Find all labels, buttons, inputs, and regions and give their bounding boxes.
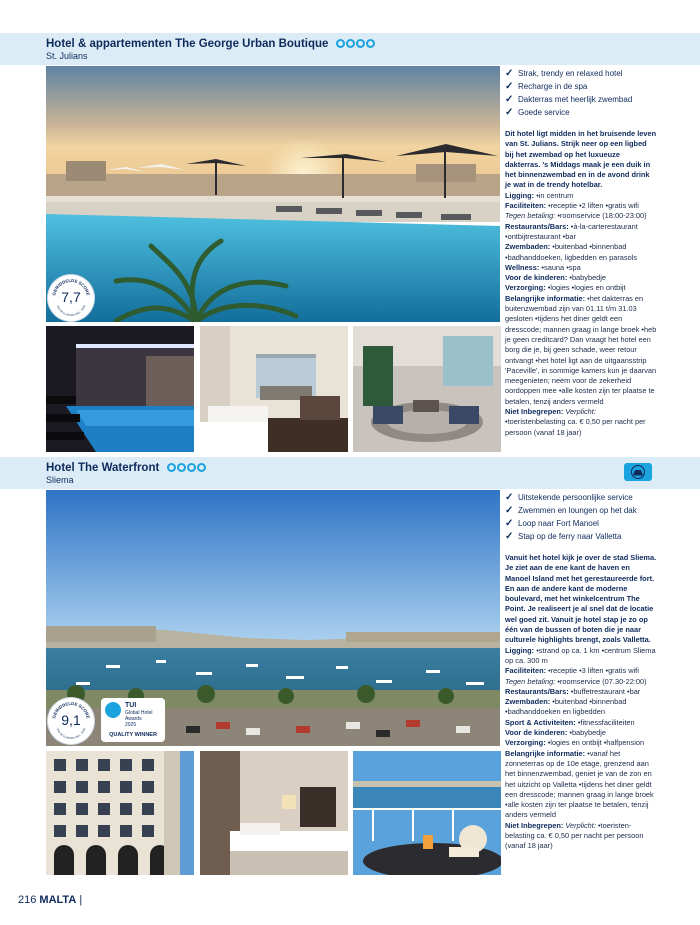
hotel-1-restaurants: •à-la-carterestaurant •ontbijtrestaurant •bar: [505, 221, 638, 241]
hotel-2-info: •vanaf het zonneterras op de 10e etage, grenzend aan het binnenzwembad, geniet je van de zon en het uitzicht op Valletta •tijdens het diner geldt een dresscode; mannen graag in lange broek •alle kosten zijn ter plaatse te betalen, tenzij anders vermeld: [505, 748, 654, 820]
award-title: QUALITY WINNER: [109, 732, 157, 738]
hotel-2-score-ring-bottom: VAN DE KLANTEN (INCL. 2025): [55, 727, 87, 741]
hotel-1-tegen-betaling-label: Tegen betaling:: [505, 211, 556, 221]
hotel-2-zwembaden-label: Zwembaden:: [505, 697, 551, 707]
hotel-1-room-photo: [200, 326, 348, 452]
hotel-1-faciliteiten-label: Faciliteiten:: [505, 201, 547, 211]
section-name: MALTA: [39, 894, 77, 906]
hotel-2-zwembaden: •buitenbad •binnenbad •badhanddoeken en ligbedden: [505, 697, 627, 717]
hotel-1-highlight: ✓ Dakterras met heerlijk zwembad: [505, 93, 657, 106]
hotel-1-niet: •toeristenbelasting ca. € 0,50 per nacht per persoon (vanaf 18 jaar): [505, 417, 646, 437]
hotel-1-verzorging-label: Verzorging:: [505, 283, 546, 293]
hotel-2-tegen-betaling: •roomservice (07.30-22:00): [555, 676, 647, 686]
hotel-2-sport-label: Sport & Activiteiten:: [505, 717, 576, 727]
hotel-2-restaurants-label: Restaurants/Bars:: [505, 686, 569, 696]
hotel-2-verzorging-label: Verzorging:: [505, 738, 546, 748]
svg-text:VAN DE KLANTEN (INCL. 2025): [56, 727, 87, 740]
hotel-2-restaurants: •buffetrestaurant •bar: [568, 686, 641, 696]
hotel-2-faciliteiten: •receptie •3 liften •gratis wifi: [546, 666, 639, 676]
footer-separator: |: [79, 894, 83, 906]
hotel-1-score-badge: [48, 275, 94, 321]
hotel-2-verplicht-label: Verplicht:: [563, 820, 596, 830]
hotel-2-tegen-betaling-label: Tegen betaling:: [505, 676, 556, 686]
hotel-1-header: [0, 33, 700, 65]
tui-smile-icon: [105, 702, 121, 718]
hotel-2-header: [0, 457, 700, 489]
hotel-1-ligging-label: Ligging:: [505, 190, 535, 200]
hotel-2-niet-label: Niet Inbegrepen:: [505, 820, 564, 830]
car-icon: [624, 463, 652, 481]
hotel-2-verzorging: •logies en ontbijt •halfpension: [545, 738, 645, 748]
hotel-1-highlight: ✓ Goede service: [505, 106, 657, 119]
award-year: 2025: [125, 722, 137, 728]
hotel-1-restaurants-label: Restaurants/Bars:: [505, 221, 569, 231]
hotel-2-score-ring-label: GEMIDDELDE SCORE: [51, 700, 91, 719]
hotel-1-intro: Dit hotel ligt midden in het bruisende leven van St. Julians. Strijk neer op een ligbed bij het zwembad op het luxueuze dakterras. 's Middags maak je een duik in het binnenzwembad en in de avond drink je wat in de trendy hotelbar.: [505, 129, 657, 190]
hotel-1-verplicht-label: Verplicht:: [563, 407, 596, 417]
award-line2: Awards: [125, 716, 142, 722]
hotel-2-title: Hotel The Waterfront: [46, 462, 207, 475]
hotel-2-kinderen-label: Voor de kinderen:: [505, 728, 568, 738]
hotel-2-highlight: ✓ Zwemmen en loungen op het dak: [505, 504, 657, 517]
hotel-1-verzorging: •logies •logies en ontbijt: [545, 283, 626, 293]
hotel-2-intro: Vanuit het hotel kijk je over de stad Sliema. Je ziet aan de ene kant de haven en Manoel Island met het gerestaureerde fort. En aan de andere kant de moderne boulevard, met het winkelcentrum The Point. Je realiseert je al snel dat de locatie wel goed zit. Vanuit je hotel stap je zo op één van de bussen of boten die je naar culturele highlights brengt, zoals Valletta.: [505, 553, 657, 645]
hotel-1-faciliteiten: •receptie •2 liften •gratis wifi: [546, 201, 639, 211]
hotel-1-score-ring-bottom: VAN DE KLANTEN (INCL. 2025): [55, 304, 87, 318]
hotel-2-room-photo: [200, 751, 348, 875]
svg-text:VAN DE KLANTEN (INCL. 2025): [56, 304, 87, 317]
award-line1: Global Hotel: [125, 710, 153, 716]
hotel-1-zwembaden-label: Zwembaden:: [505, 242, 551, 252]
hotel-2-sport: •fitnessfaciliteiten: [575, 717, 635, 727]
hotel-2-facade-photo: [46, 751, 194, 875]
hotel-1-lobby-photo: [353, 326, 501, 452]
hotel-1-score-ring-label: GEMIDDELDE SCORE: [51, 277, 91, 296]
hotel-1-wellness-label: Wellness:: [505, 262, 540, 272]
hotel-2-location: Sliema: [46, 475, 74, 485]
hotel-2-score: 9,1: [61, 712, 81, 728]
page-number: 216: [18, 894, 37, 906]
hotel-2-highlight: ✓ Stap op de ferry naar Valletta: [505, 530, 657, 543]
page-footer: [18, 894, 82, 906]
hotel-2-ligging-label: Ligging:: [505, 645, 535, 655]
hotel-1-score: 7,7: [61, 289, 81, 305]
hotel-2-info-label: Belangrijke informatie:: [505, 748, 586, 758]
hotel-1-kinderen: •babybedje: [567, 273, 607, 283]
hotel-1-title: Hotel & appartementen The George Urban Boutique: [46, 38, 376, 51]
hotel-1-description: [505, 67, 657, 438]
award-brand: TUI: [125, 702, 137, 709]
hotel-1-tegen-betaling: •roomservice (18:00-23:00): [555, 211, 647, 221]
hotel-2-highlight: ✓ Uitstekende persoonlijke service: [505, 491, 657, 504]
hotel-2-terrace-photo: [353, 751, 501, 875]
hotel-2-score-badge: [48, 698, 94, 744]
hotel-1-info-label: Belangrijke informatie:: [505, 293, 586, 303]
hotel-2-faciliteiten-label: Faciliteiten:: [505, 666, 547, 676]
star-rating-icon: [167, 463, 207, 475]
hotel-1-highlight: ✓ Recharge in de spa: [505, 80, 657, 93]
hotel-1-pool-photo: [46, 66, 500, 322]
star-rating-icon: [336, 39, 376, 51]
hotel-1-location: St. Julians: [46, 51, 88, 61]
tui-award-badge: [101, 698, 165, 742]
hotel-2-description: [505, 491, 657, 852]
hotel-1-wellness: •sauna •spa: [539, 262, 581, 272]
hotel-1-indoor-pool-photo: [46, 326, 194, 452]
hotel-1-ligging: •in centrum: [534, 190, 574, 200]
hotel-2-ligging: •strand op ca. 1 km •centrum Sliema op ca. 300 m: [505, 645, 656, 665]
hotel-2-niet: •toeristen-belasting ca. € 0,50 per nacht per persoon (vanaf 18 jaar): [505, 820, 644, 851]
hotel-1-info: •het dakterras en buitenzwembad zijn van 01.11 t/m 31.03 gesloten •tijdens het diner geldt een dresscode; mannen graag in lange broek •heb je geen creditcard? Dan vraagt het hotel een borg die je, bij geen schade, weer retour ontvangt •het hotel ligt aan de uitgaansstrip 'Paceville', in sommige kamers kun je daarvan meegenieten; neem voor de zekerheid oordoppen mee •alle kosten zijn ter plaatse te betalen, tenzij anders vermeld: [505, 293, 657, 406]
hotel-1-niet-label: Niet Inbegrepen:: [505, 407, 564, 417]
hotel-2-kinderen: •babybedje: [567, 728, 607, 738]
hotel-1-kinderen-label: Voor de kinderen:: [505, 273, 568, 283]
hotel-1-highlight: ✓ Strak, trendy en relaxed hotel: [505, 67, 657, 80]
hotel-2-highlight: ✓ Loop naar Fort Manoel: [505, 517, 657, 530]
hotel-1-zwembaden: •buitenbad •binnenbad •badhanddoeken, ligbedden en parasols: [505, 242, 638, 262]
